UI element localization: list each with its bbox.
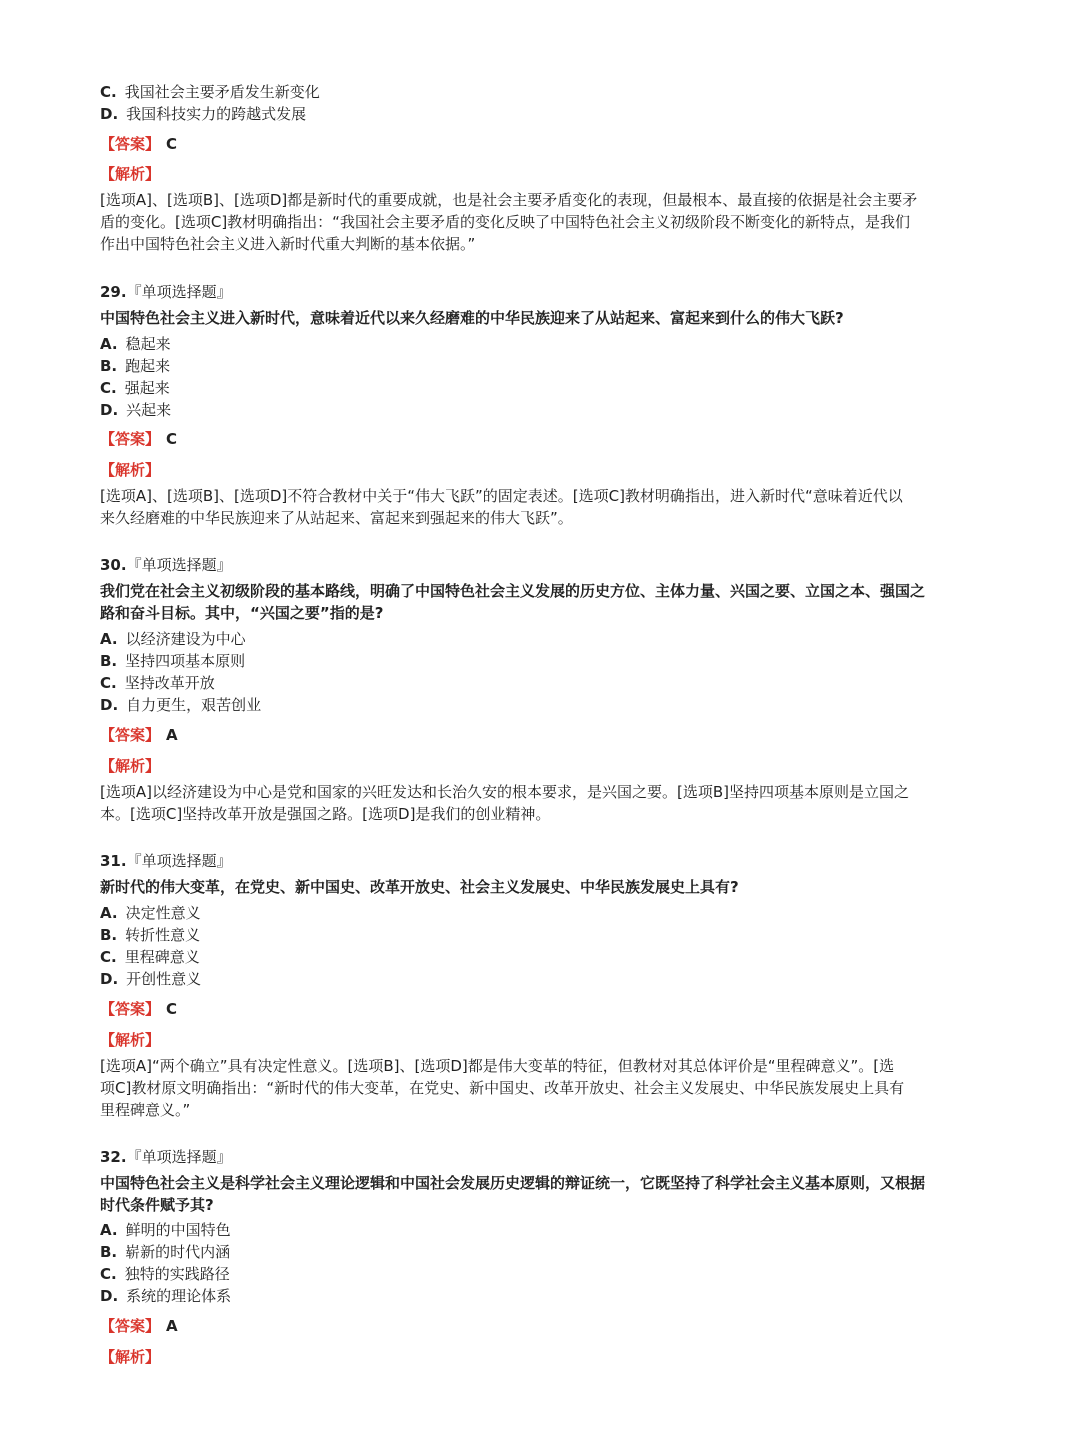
option-d: D. 兴起来 [100, 401, 172, 419]
option-c: C. 独特的实践路径 [100, 1265, 230, 1283]
option-a: A. 稳起来 [100, 335, 171, 353]
answer-line [100, 428, 177, 450]
question-text: 时代条件赋予其? [100, 1196, 214, 1214]
analysis-label: 【解析】 [100, 757, 161, 775]
option-c: C. 坚持改革开放 [100, 674, 215, 692]
option-c: C. 强起来 [100, 379, 170, 397]
option-c: C. 里程碑意义 [100, 948, 200, 966]
analysis-text: [选项A]、[选项B]、[选项D]都是新时代的重要成就，也是社会主要矛盾变化的表现，但最根本、最直接的依据是社会主要矛 [100, 191, 918, 209]
analysis-text: [选项A]、[选项B]、[选项D]不符合教材中关于“伟大飞跃”的固定表述。[选项C]教材明确指出，进入新时代“意味着近代以 [100, 487, 903, 505]
option-d: D. 开创性意义 [100, 970, 202, 988]
analysis-text: 本。[选项C]坚持改革开放是强国之路。[选项D]是我们的创业精神。 [100, 805, 551, 823]
option-a: A. 以经济建设为中心 [100, 630, 246, 648]
analysis-text: 里程碑意义。” [100, 1101, 191, 1119]
option-c: C. 我国社会主要矛盾发生新变化 [100, 83, 320, 101]
question-header: 29.『单项选择题』 [100, 283, 232, 301]
analysis-label: 【解析】 [100, 1348, 161, 1366]
answer-value: C [166, 430, 178, 448]
option-b: B. 崭新的时代内涵 [100, 1243, 231, 1261]
option-d: D. 自力更生，艰苦创业 [100, 696, 262, 714]
question-header: 32.『单项选择题』 [100, 1148, 232, 1166]
analysis-text: [选项A]“两个确立”具有决定性意义。[选项B]、[选项D]都是伟大变革的特征，但教材对其总体评价是“里程碑意义”。[选 [100, 1057, 895, 1075]
option-b: B. 跑起来 [100, 357, 171, 375]
analysis-label: 【解析】 [100, 165, 161, 183]
analysis-text: 来久经磨难的中华民族迎来了从站起来、富起来到强起来的伟大飞跃”。 [100, 509, 573, 527]
answer-line [100, 724, 178, 746]
answer-line [100, 1315, 178, 1337]
analysis-text: 作出中国特色社会主义进入新时代重大判断的基本依据。” [100, 235, 476, 253]
question-text: 中国特色社会主义进入新时代，意味着近代以来久经磨难的中华民族迎来了从站起来、富起来到什么的伟大飞跃? [100, 309, 844, 327]
answer-label: 【答案】 [100, 135, 161, 153]
answer-label: 【答案】 [100, 430, 161, 448]
option-a: A. 决定性意义 [100, 904, 201, 922]
question-text: 新时代的伟大变革，在党史、新中国史、改革开放史、社会主义发展史、中华民族发展史上具有? [100, 878, 739, 896]
analysis-text: [选项A]以经济建设为中心是党和国家的兴旺发达和长治久安的根本要求，是兴国之要。[选项B]坚持四项基本原则是立国之 [100, 783, 909, 801]
answer-value: A [166, 1317, 178, 1335]
option-d: D. 系统的理论体系 [100, 1287, 232, 1305]
analysis-text: 项C]教材原文明确指出：“新时代的伟大变革，在党史、新中国史、改革开放史、社会主义发展史、中华民族发展史上具有 [100, 1079, 905, 1097]
analysis-label: 【解析】 [100, 1031, 161, 1049]
answer-value: C [166, 1000, 178, 1018]
answer-label: 【答案】 [100, 726, 161, 744]
option-d: D. 我国科技实力的跨越式发展 [100, 105, 307, 123]
question-header: 30.『单项选择题』 [100, 556, 232, 574]
question-header: 31.『单项选择题』 [100, 852, 232, 870]
answer-line [100, 998, 177, 1020]
analysis-text: 盾的变化。[选项C]教材明确指出：“我国社会主要矛盾的变化反映了中国特色社会主义初级阶段不断变化的新特点，是我们 [100, 213, 910, 231]
question-text: 中国特色社会主义是科学社会主义理论逻辑和中国社会发展历史逻辑的辩证统一，它既坚持了科学社会主义基本原则，又根据 [100, 1174, 926, 1192]
option-a: A. 鲜明的中国特色 [100, 1221, 231, 1239]
answer-value: A [166, 726, 178, 744]
analysis-label: 【解析】 [100, 461, 161, 479]
answer-label: 【答案】 [100, 1000, 161, 1018]
answer-label: 【答案】 [100, 1317, 161, 1335]
question-text: 我们党在社会主义初级阶段的基本路线，明确了中国特色社会主义发展的历史方位、主体力量、兴国之要、立国之本、强国之 [100, 582, 926, 600]
answer-value: C [166, 135, 178, 153]
option-b: B. 坚持四项基本原则 [100, 652, 246, 670]
answer-line [100, 133, 177, 155]
question-text: 路和奋斗目标。其中，“兴国之要”指的是? [100, 604, 384, 622]
option-b: B. 转折性意义 [100, 926, 201, 944]
